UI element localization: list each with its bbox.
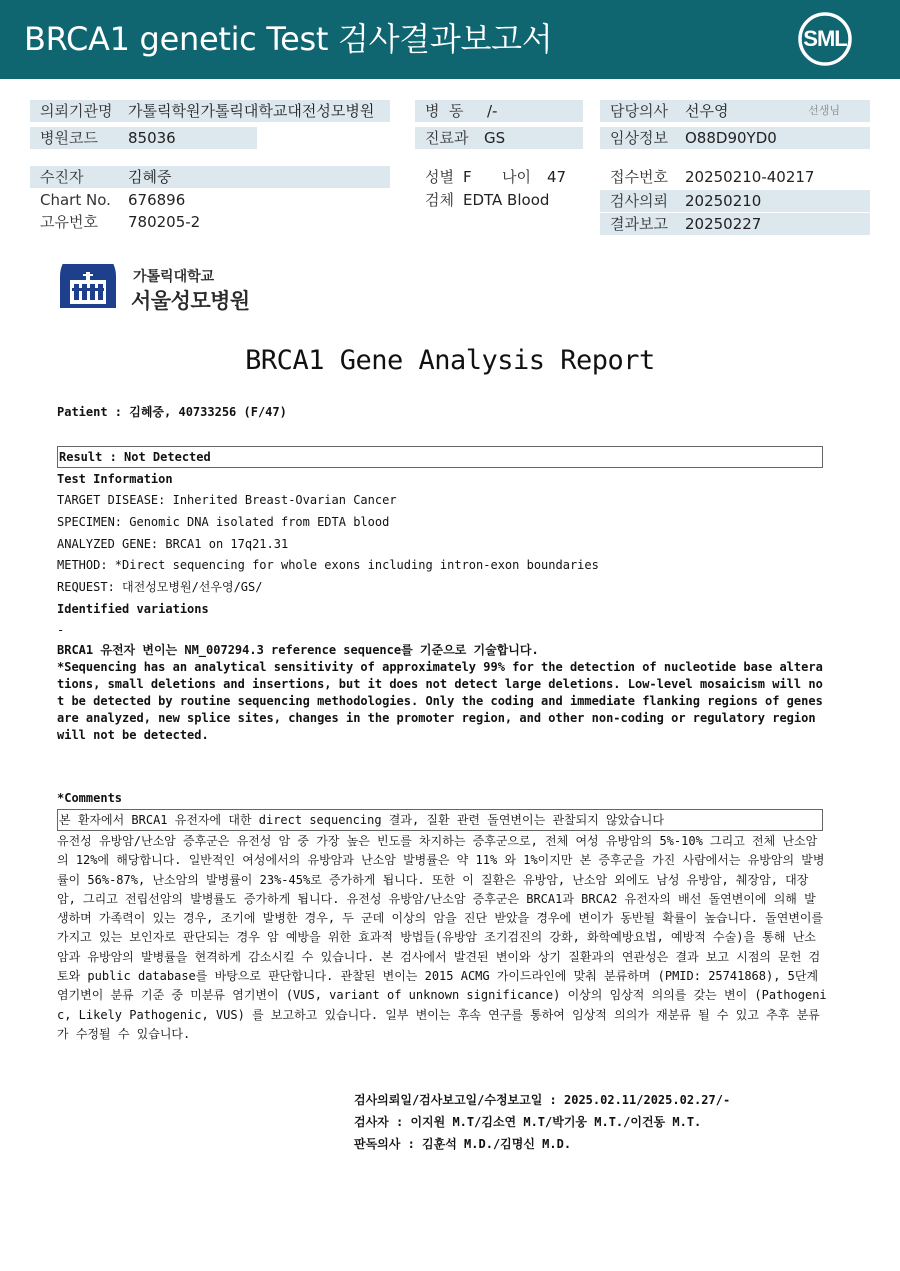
chart-no-value: 676896 xyxy=(128,191,186,209)
header-banner xyxy=(0,0,900,79)
sex-label: 성별 xyxy=(425,168,454,186)
specimen-label: 검체 xyxy=(425,191,454,209)
hospital-name-small: 가톨릭대학교 xyxy=(133,269,215,285)
hospital-code-label: 병원코드 xyxy=(40,129,98,147)
request-line: REQUEST: 대전성모병원/선우영/GS/ xyxy=(57,580,263,594)
age-value: 47 xyxy=(547,168,567,186)
signature-examiners: 검사자 : 이지원 M.T/김소연 M.T/박기웅 M.T./이건동 M.T. xyxy=(354,1115,702,1129)
department-label: 진료과 xyxy=(425,129,469,147)
patient-line: Patient : 김혜중, 40733256 (F/47) xyxy=(57,405,287,419)
patient-label: 수진자 xyxy=(40,168,84,186)
request-date-value: 20250210 xyxy=(685,192,762,210)
receipt-no-value: 20250210-40217 xyxy=(685,168,815,186)
request-date-label: 검사의뢰 xyxy=(610,192,668,210)
ward-field xyxy=(415,100,583,122)
department-field xyxy=(415,127,583,149)
report-date-label: 결과보고 xyxy=(610,215,668,233)
request-date-field xyxy=(600,190,870,212)
doctor-field xyxy=(600,100,870,122)
age-label: 나이 xyxy=(502,168,531,186)
analyzed-gene: ANALYZED GENE: BRCA1 on 17q21.31 xyxy=(57,537,289,551)
variations-value: - xyxy=(57,623,65,637)
ward-value: /- xyxy=(487,102,498,120)
result-text: Result : Not Detected xyxy=(59,450,211,464)
clinical-info-label: 임상정보 xyxy=(610,129,668,147)
patient-value: 김혜중 xyxy=(128,168,172,186)
reference-note: BRCA1 유전자 변이는 NM_007294.3 reference sequence를 기준으로 기술합니다. xyxy=(57,643,539,657)
hospital-code-value: 85036 xyxy=(128,129,176,147)
unique-no-value: 780205-2 xyxy=(128,213,201,231)
target-disease: TARGET DISEASE: Inherited Breast-Ovarian Cancer xyxy=(57,493,397,507)
doctor-suffix: 선생님 xyxy=(808,104,840,117)
unique-no-label: 고유번호 xyxy=(40,213,98,231)
clinical-info-value: O88D90YD0 xyxy=(685,129,777,147)
institution-value: 가톨릭학원가톨릭대학교대전성모병원 xyxy=(128,102,375,120)
report-title: BRCA1 Gene Analysis Report xyxy=(245,345,655,376)
doctor-label: 담당의사 xyxy=(610,102,668,120)
hospital-code-field xyxy=(30,127,257,149)
catholic-university-seal-icon xyxy=(56,264,120,312)
chart-no-field xyxy=(30,189,390,211)
specimen-value: EDTA Blood xyxy=(463,191,550,209)
receipt-no-field xyxy=(600,166,870,188)
comment-body: 유전성 유방암/난소암 증후군은 유전성 암 중 가장 높은 빈도를 차지하는 증후군으로, 전체 여성 유방암의 5%-10% 그리고 전체 난소암의 12%에 해당합니다. 일반적인 여성에서의 유방암과 난소암 발병률은 약 11% 와 1%이지만 본 증후군을 가진 사람에서는 유방암의 발병률이 56%-87%, 난소암의 발병률이 23%-45%로 증가하게 됩니다. 또한 이 질환은 유방암, 난소암 외에도 남성 유방암, 췌장암, 대장암, 그리고 전립선암의 발병률도 증가하게 됩니다. 유전성 유방암/난소암 증후군은 BRCA1과 BRCA2 유전자의 배선 돌연변이에 의해 발생하며 가족력이 있는 경우, 조기에 발병한 경우, 두 군데 이상의 암을 진단 받았을 경우에 변이가 동반될 확률이 높습니다. 돌연변이를 가지고 있는 보인자로 판단되는 경우 암 예방을 위한 효과적 방법들(유방암 조기검진의 강화, 화학예방요법, 예방적 수술)을 통해 난소암과 유방암의 발병률을 현격하게 감소시킬 수 있습니다. 본 검사에서 발견된 변이와 상기 질환과의 연관성은 결과 보고 시점의 문헌 검토와 public database를 바탕으로 판단합니다. 관찰된 변이는 2015 ACMG 가이드라인에 맞춰 분류하며 (PMID: 25741868), 5단계 염기변이 분류 기준 중 미분류 염기변이 (VUS, variant of unknown significance) 이상의 임상적 의의를 갖는 변이 (Pathogenic, Likely Pathogenic, VUS) 를 보고하고 있습니다. 일부 변이는 후속 연구를 통하여 임상적 의의가 재분류 될 수 있고 추후 분류가 수정될 수 있습니다. xyxy=(57,834,827,1041)
age-field xyxy=(492,166,582,188)
method-line: METHOD: *Direct sequencing for whole exons including intron-exon boundaries xyxy=(57,558,599,572)
department-value: GS xyxy=(484,129,506,147)
sensitivity-note: *Sequencing has an analytical sensitivity of approximately 99% for the detection of nucleotide base alterations, small deletions and insertions, but it does not detect large deletions. Low-level mosaicism will not be detected by routine sequencing methodologies. Only the coding and immediate flanking regions of genes are analyzed, new splice sites, changes in the promoter region, and other non-coding or regulatory region will not be detected. xyxy=(57,660,823,742)
variations-heading: Identified variations xyxy=(57,602,209,616)
sml-logo-text: SML xyxy=(803,26,847,51)
specimen-line: SPECIMEN: Genomic DNA isolated from EDTA blood xyxy=(57,515,390,529)
institution-field xyxy=(30,100,390,122)
unique-no-field xyxy=(30,211,390,233)
comments-heading: *Comments xyxy=(57,791,123,805)
chart-no-label: Chart No. xyxy=(40,191,111,209)
doctor-value: 선우영 xyxy=(685,102,729,120)
report-date-value: 20250227 xyxy=(685,215,762,233)
report-date-field xyxy=(600,213,870,235)
report-header-title: BRCA1 genetic Test 검사결과보고서 xyxy=(24,20,553,58)
clinical-info-field xyxy=(600,127,870,149)
comment-summary: 본 환자에서 BRCA1 유전자에 대한 direct sequencing 결과, 질환 관련 돌연변이는 관찰되지 않았습니다 xyxy=(59,813,664,827)
specimen-field xyxy=(415,189,585,211)
signature-dates: 검사의뢰일/검사보고일/수정보고일 : 2025.02.11/2025.02.27/- xyxy=(354,1093,731,1107)
receipt-no-label: 접수번호 xyxy=(610,168,668,186)
hospital-name-big: 서울성모병원 xyxy=(131,289,250,313)
ward-label: 병 동 xyxy=(425,102,464,120)
sex-value: F xyxy=(463,168,472,186)
sex-field xyxy=(415,166,495,188)
test-info-heading: Test Information xyxy=(57,472,173,486)
signature-physicians: 판독의사 : 김훈석 M.D./김명신 M.D. xyxy=(354,1137,572,1151)
patient-field xyxy=(30,166,390,188)
institution-label: 의뢰기관명 xyxy=(40,102,113,120)
